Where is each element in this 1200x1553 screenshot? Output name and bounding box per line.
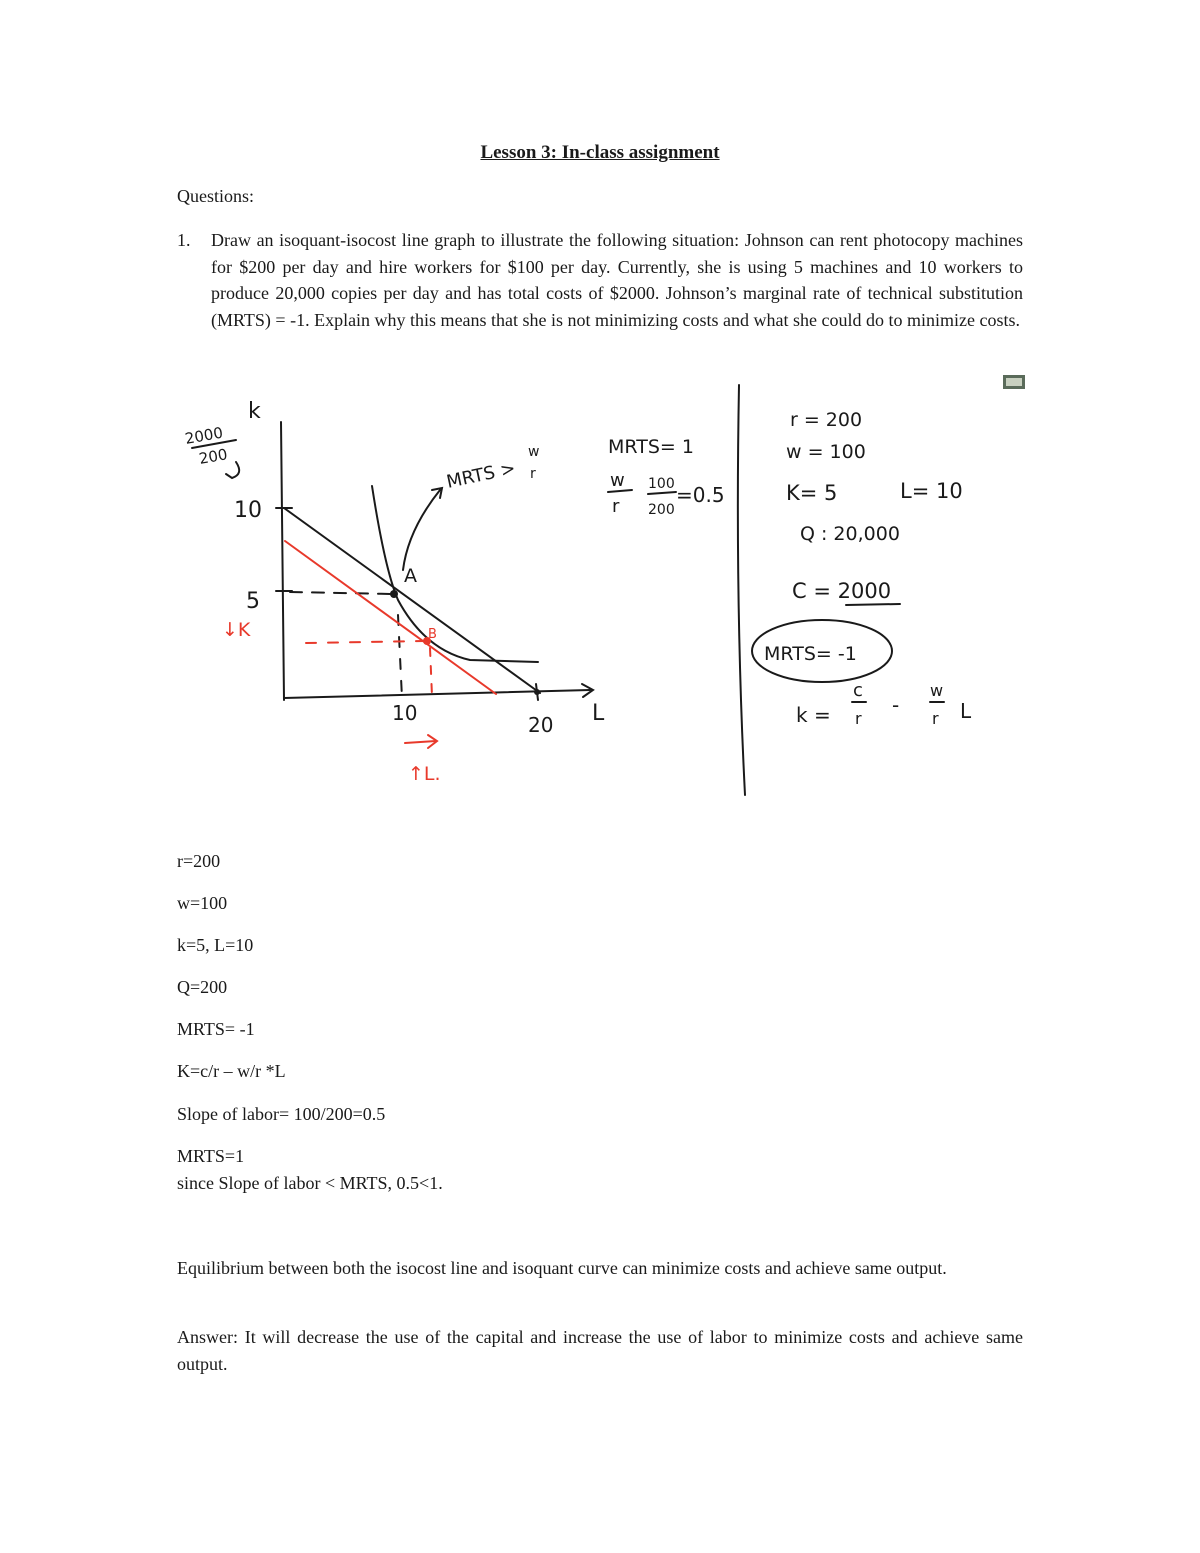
- right-formula-k: k =: [796, 703, 831, 727]
- x-axis: [284, 690, 590, 698]
- work-line-r: r=200: [177, 851, 221, 871]
- isoquant-curve: [372, 486, 538, 662]
- y-axis: [281, 422, 284, 700]
- mrts-arrow: [403, 490, 440, 570]
- red-dashed-guide-k: [306, 641, 425, 643]
- right-l: L= 10: [900, 479, 963, 503]
- axis-x-label: L: [592, 701, 605, 726]
- mid-w: w: [610, 470, 625, 491]
- axis-y-label: k: [248, 399, 261, 424]
- mid-result: =0.5: [676, 483, 725, 507]
- mid-r: r: [612, 496, 620, 517]
- question-number: 1.: [177, 230, 191, 250]
- work-line-q: Q=200: [177, 977, 228, 997]
- dashed-guide-k5: [290, 592, 392, 594]
- right-arrow-shaft: [405, 741, 436, 743]
- point-a-label: A: [404, 565, 417, 587]
- new-isocost-line: [285, 541, 496, 694]
- work-line-w: w=100: [177, 893, 228, 913]
- right-k: K= 5: [786, 481, 838, 505]
- work-line-comparison: since Slope of labor < MRTS, 0.5<1.: [177, 1173, 443, 1193]
- decrease-k-label: ↓K: [222, 619, 251, 641]
- increase-l-label: ↑L.: [408, 763, 441, 785]
- mid-mrts: MRTS= 1: [608, 436, 694, 458]
- tick-label-k5: 5: [246, 589, 260, 614]
- point-l20-dot: [534, 689, 540, 695]
- mid-200: 200: [648, 502, 675, 518]
- mrts-w: w: [528, 444, 540, 460]
- answer-paragraph: Answer: It will decrease the use of the capital and increase the use of labor to minimize costs and achieve same output.: [177, 1327, 1023, 1374]
- cost-underline: [846, 604, 900, 605]
- note-down-arrow: [226, 462, 239, 478]
- embedded-image-icon-inner: [1006, 378, 1022, 386]
- right-formula-minus: -: [892, 693, 900, 717]
- red-dashed-guide-l: [430, 648, 432, 696]
- point-a-dot: [390, 590, 398, 598]
- page-title: Lesson 3: In-class assignment: [480, 142, 720, 163]
- work-line-mrts: MRTS= -1: [177, 1019, 255, 1039]
- work-line-kl: k=5, L=10: [177, 935, 254, 955]
- right-w: w = 100: [786, 441, 866, 463]
- question-text: Draw an isoquant-isocost line graph to illustrate the following situation: Johnson can rent photocopy machines for $200 per day and hire workers for $100 per day. Currently, she is using 5 machines and 10 workers to produce 20,000 copies per day and has total costs of $2000. Johnson’s marginal rate of technical substitution (MRTS) = -1. Explain why this means that she is not minimizing costs and what she could do to minimize costs.: [211, 230, 1023, 331]
- right-formula-c: c: [853, 680, 863, 701]
- right-formula-r1: r: [855, 709, 862, 728]
- right-q: Q : 20,000: [800, 523, 900, 545]
- note-200: 200: [197, 445, 229, 468]
- questions-label: Questions:: [177, 186, 255, 206]
- work-line-slope: Slope of labor= 100/200=0.5: [177, 1104, 386, 1124]
- tick-label-l10: 10: [392, 701, 418, 725]
- point-b-label: B: [428, 627, 437, 642]
- right-r: r = 200: [790, 409, 863, 431]
- mid-100: 100: [648, 476, 675, 492]
- equilibrium-paragraph: Equilibrium between both the isocost line and isoquant curve can minimize costs and achieve same output.: [177, 1258, 947, 1278]
- right-c: C = 2000: [792, 579, 892, 603]
- tick-label-k10: 10: [234, 498, 262, 523]
- right-formula-w: w: [930, 681, 944, 700]
- right-formula-r2: r: [932, 709, 939, 728]
- mrts-label: MRTS >: [444, 457, 518, 493]
- tick-label-l20: 20: [528, 713, 554, 737]
- divider-line: [738, 385, 745, 795]
- mid-fraction-bar-2: [648, 492, 676, 494]
- mrts-r: r: [530, 466, 536, 482]
- work-line-mrts-1: MRTS=1: [177, 1146, 245, 1166]
- note-2000: 2000: [183, 423, 225, 448]
- right-formula-l: L: [960, 699, 972, 723]
- work-line-formula: K=c/r – w/r *L: [177, 1061, 286, 1081]
- right-mrts: MRTS= -1: [764, 643, 857, 665]
- dashed-guide-l10: [398, 615, 402, 698]
